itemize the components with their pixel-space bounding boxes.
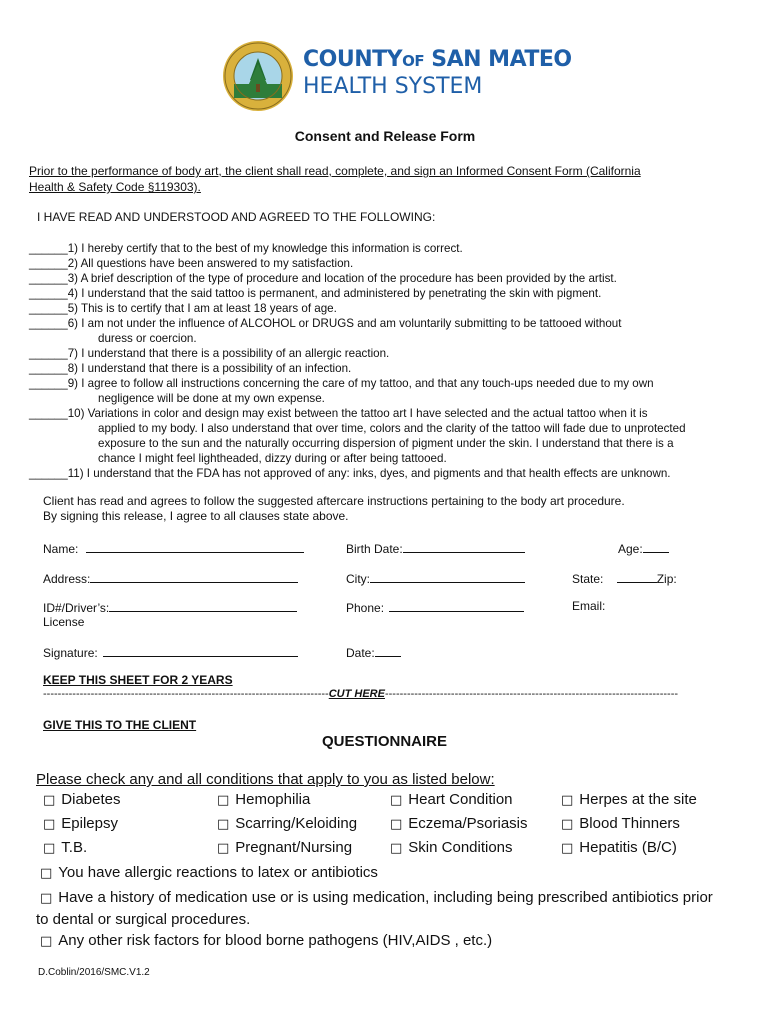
state-label: State: xyxy=(572,572,604,586)
signature-field[interactable] xyxy=(43,644,298,660)
clause-initial-blank[interactable]: ______ xyxy=(29,362,68,375)
clause-initial-blank[interactable]: ______ xyxy=(29,302,68,315)
birth-date-label: Birth Date: xyxy=(346,542,403,556)
age-line[interactable] xyxy=(643,540,669,553)
dash-left: ------------------------------------------------------------------------------ xyxy=(43,688,329,700)
checkbox-icon[interactable]: □ xyxy=(43,841,56,856)
clause-item xyxy=(29,406,749,466)
questionnaire-title: QUESTIONNAIRE xyxy=(322,733,448,750)
clause-text-continued: duress or coercion. xyxy=(98,332,197,345)
condition-label: Skin Conditions xyxy=(408,839,513,856)
condition-item[interactable] xyxy=(390,815,528,832)
age-field[interactable] xyxy=(618,540,669,556)
condition-item[interactable] xyxy=(43,815,118,832)
birth-date-field[interactable] xyxy=(346,540,525,556)
questionnaire-prompt: Please check any and all conditions that apply to you as listed below: xyxy=(36,771,495,788)
city-line[interactable] xyxy=(370,570,525,583)
license-label: License xyxy=(43,615,85,629)
form-title: Consent and Release Form xyxy=(294,128,476,144)
signature-label: Signature: xyxy=(43,646,98,660)
condition-label: Epilepsy xyxy=(61,815,118,832)
other-risk-item[interactable] xyxy=(40,930,740,952)
clause-text: 1) I hereby certify that to the best of my knowledge this information is correct. xyxy=(67,242,463,255)
condition-item[interactable] xyxy=(561,815,680,832)
clause-item xyxy=(29,286,749,301)
condition-label: Blood Thinners xyxy=(579,815,680,832)
condition-item[interactable] xyxy=(217,791,310,808)
condition-label: Hepatitis (B/C) xyxy=(579,839,677,856)
clause-initial-blank[interactable]: ______ xyxy=(29,257,68,270)
phone-field[interactable] xyxy=(346,599,524,615)
clause-initial-blank[interactable]: ______ xyxy=(29,377,68,390)
address-line[interactable] xyxy=(90,570,298,583)
clause-item xyxy=(29,316,749,346)
condition-item[interactable] xyxy=(561,791,697,808)
clause-item xyxy=(29,256,749,271)
other-risk-label: Any other risk factors for blood borne pathogens (HIV,AIDS , etc.) xyxy=(58,932,493,949)
checkbox-icon[interactable]: □ xyxy=(217,817,230,832)
latex-allergy-label: You have allergic reactions to latex or antibiotics xyxy=(58,864,378,881)
checkbox-icon[interactable]: □ xyxy=(43,817,56,832)
brand-health-system: HEALTH SYSTEM xyxy=(303,74,483,99)
clause-text: 8) I understand that there is a possibility of an infection. xyxy=(67,362,352,375)
clause-list xyxy=(29,241,749,481)
clause-item xyxy=(29,376,749,406)
checkbox-icon[interactable]: □ xyxy=(561,817,574,832)
clause-text: 11) I understand that the FDA has not approved of any: inks, dyes, and pigments and that health effects are unknown. xyxy=(67,467,671,480)
cut-here-line xyxy=(43,688,733,700)
condition-item[interactable] xyxy=(217,839,352,856)
email-field[interactable] xyxy=(572,599,605,613)
dash-right: -------------------------------------------------------------------------------- xyxy=(384,688,679,700)
condition-item[interactable] xyxy=(390,791,513,808)
date-field[interactable] xyxy=(346,644,401,660)
condition-item[interactable] xyxy=(43,791,121,808)
checkbox-icon[interactable]: □ xyxy=(43,793,56,808)
checkbox-icon[interactable]: □ xyxy=(40,891,53,906)
checkbox-icon[interactable]: □ xyxy=(217,793,230,808)
clause-text: 2) All questions have been answered to my satisfaction. xyxy=(67,257,354,270)
clause-initial-blank[interactable]: ______ xyxy=(29,242,68,255)
client-line-2: By signing this release, I agree to all clauses state above. xyxy=(43,509,349,523)
clause-item xyxy=(29,361,749,376)
city-field[interactable] xyxy=(346,570,525,586)
date-line[interactable] xyxy=(375,644,401,657)
intro-line-1: Prior to the performance of body art, the client shall read, complete, and sign an Informed Consent Form (California xyxy=(29,164,641,178)
intro-paragraph xyxy=(29,163,719,195)
checkbox-icon[interactable]: □ xyxy=(390,841,403,856)
brand-of: OF xyxy=(402,52,425,70)
clause-initial-blank[interactable]: ______ xyxy=(29,317,68,330)
condition-label: Herpes at the site xyxy=(579,791,697,808)
name-line[interactable] xyxy=(86,540,304,553)
age-label: Age: xyxy=(618,542,643,556)
id-license-field[interactable] xyxy=(43,599,297,615)
county-seal-logo xyxy=(222,40,294,112)
clause-item xyxy=(29,301,749,316)
clause-text-continued: negligence will be done at my own expense. xyxy=(98,392,325,405)
phone-line[interactable] xyxy=(389,599,524,612)
client-acknowledgement xyxy=(43,494,723,524)
clause-text: 6) I am not under the influence of ALCOHOL or DRUGS and am voluntarily submitting to be tattooed without xyxy=(67,317,622,330)
clause-text: 3) A brief description of the type of procedure and location of the procedure has been provided by the artist. xyxy=(67,272,617,285)
birth-date-line[interactable] xyxy=(403,540,525,553)
clause-initial-blank[interactable]: ______ xyxy=(29,272,68,285)
checkbox-icon[interactable]: □ xyxy=(561,793,574,808)
clause-text-continued: exposure to the sun and the naturally occurring dispersion of pigment under the skin. I understand that there is a xyxy=(98,437,674,450)
clause-text: 9) I agree to follow all instructions concerning the care of my tattoo, and that any touch-ups needed due to my own xyxy=(67,377,654,390)
city-label: City: xyxy=(346,572,370,586)
footer-version: D.Coblin/2016/SMC.V1.2 xyxy=(38,967,150,978)
condition-item[interactable] xyxy=(390,839,513,856)
brand-wordmark xyxy=(303,48,572,101)
clause-text-continued: applied to my body. I also understand that over time, colors and the clarity of the tattoo will fade due to unprotected xyxy=(98,422,686,435)
condition-item[interactable] xyxy=(43,839,87,856)
clause-item xyxy=(29,466,749,481)
address-field[interactable] xyxy=(43,570,298,586)
clause-text-continued: chance I might feel lightheaded, dizzy during or after being tattooed. xyxy=(98,452,447,465)
cut-here-label: CUT HERE xyxy=(328,688,385,700)
condition-item[interactable] xyxy=(217,815,357,832)
condition-label: T.B. xyxy=(61,839,88,856)
medication-history-item[interactable] xyxy=(36,887,740,930)
clause-initial-blank[interactable]: ______ xyxy=(29,347,68,360)
clause-text: 4) I understand that the said tattoo is permanent, and administered by penetrating the skin with pigment. xyxy=(67,287,602,300)
id-label: ID#/Driver’s: xyxy=(43,601,110,615)
checkbox-icon[interactable]: □ xyxy=(390,817,403,832)
clause-item xyxy=(29,271,749,286)
clause-initial-blank[interactable]: ______ xyxy=(29,467,68,480)
brand-county: COUNTY xyxy=(303,47,403,72)
condition-label: Diabetes xyxy=(61,791,121,808)
clause-text: 5) This is to certify that I am at least 18 years of age. xyxy=(67,302,337,315)
email-label: Email: xyxy=(572,599,606,613)
date-label: Date: xyxy=(346,646,375,660)
clause-item xyxy=(29,346,749,361)
state-line[interactable] xyxy=(617,570,657,583)
phone-label: Phone: xyxy=(346,601,385,615)
state-zip-field[interactable] xyxy=(572,570,677,586)
condition-label: Eczema/Psoriasis xyxy=(408,815,528,832)
condition-label: Pregnant/Nursing xyxy=(235,839,353,856)
keep-sheet-notice: KEEP THIS SHEET FOR 2 YEARS xyxy=(43,673,233,687)
checkbox-icon[interactable]: □ xyxy=(217,841,230,856)
checkbox-icon[interactable]: □ xyxy=(390,793,403,808)
zip-label: Zip: xyxy=(656,572,677,586)
intro-line-2: Health & Safety Code §119303). xyxy=(29,180,201,194)
condition-label: Hemophilia xyxy=(235,791,311,808)
condition-label: Heart Condition xyxy=(408,791,513,808)
medication-history-label: Have a history of medication use or is using medication, including being prescribed antibiotics prior xyxy=(58,889,713,906)
name-label: Name: xyxy=(43,542,79,556)
clause-text: 10) Variations in color and design may exist between the tattoo art I have selected and the actual tattoo when it is xyxy=(67,407,648,420)
condition-label: Scarring/Keloiding xyxy=(235,815,358,832)
checkbox-icon[interactable]: □ xyxy=(561,841,574,856)
latex-allergy-item[interactable] xyxy=(40,862,740,884)
id-line[interactable] xyxy=(109,599,297,612)
agree-heading: I HAVE READ AND UNDERSTOOD AND AGREED TO THE FOLLOWING: xyxy=(37,210,436,224)
name-field[interactable] xyxy=(43,540,304,556)
signature-line[interactable] xyxy=(103,644,298,657)
condition-item[interactable] xyxy=(561,839,677,856)
client-line-1: Client has read and agrees to follow the suggested aftercare instructions pertaining to the body art procedure. xyxy=(43,494,625,508)
clause-text: 7) I understand that there is a possibility of an allergic reaction. xyxy=(67,347,390,360)
checkbox-icon[interactable]: □ xyxy=(40,866,53,881)
address-label: Address: xyxy=(43,572,91,586)
medication-history-label-cont: to dental or surgical procedures. xyxy=(36,911,251,928)
clause-item xyxy=(29,241,749,256)
clause-initial-blank[interactable]: ______ xyxy=(29,407,68,420)
clause-initial-blank[interactable]: ______ xyxy=(29,287,68,300)
checkbox-icon[interactable]: □ xyxy=(40,934,53,949)
give-to-client-notice: GIVE THIS TO THE CLIENT xyxy=(43,718,197,732)
brand-san-mateo: SAN MATEO xyxy=(431,47,572,72)
